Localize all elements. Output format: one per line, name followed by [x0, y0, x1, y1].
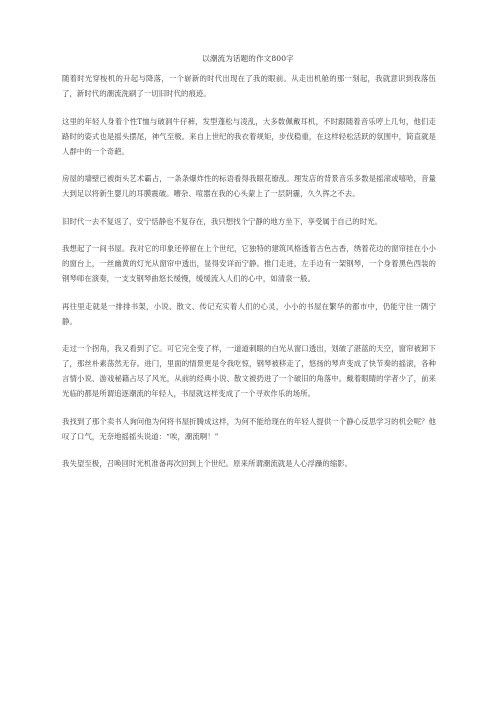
paragraph: 我想起了一间书屋。我对它的印象还停留在上个世纪，它独特的建筑风格透着古色古香，绣着花边的窗帘挂在小小的窗台上，一丝幽黄的灯光从窗帘中透出，显得安详而宁静。推门走进，左手边有一架钢琴，一个身着黑色西装的钢琴师在演奏，一支支钢琴曲悠长缓慢，缓缓流入人们的心中，如清泉一般。	[62, 244, 436, 283]
paragraph: 随着时光穿梭机的升起与降落，一个崭新的时代出现在了我的眼前。从走出机舱的那一刻起，我就意识到我落伍了，新时代的潮流洗刷了一切旧时代的痕迹。	[62, 74, 436, 98]
paragraph: 房屋的墙壁已被街头艺术霸占，一条条爆炸性的标语看得我眼花缭乱。理发店的背景音乐多数是摇滚或嘻哈，音量大到足以将新生婴儿的耳膜震破。嘈杂、喧嚣在我的心头蒙上了一层阴霾，久久挥之不去。	[62, 174, 436, 198]
document-title: 以潮流为话题的作文800字	[202, 54, 294, 63]
paragraph: 这里的年轻人身着个性T恤与破洞牛仔裤，发型蓬松与凌乱，大多数佩戴耳机，不时跟随着音乐哼上几句，他们走路时的姿式也是摇头摆尾，神气至极。来自上世纪的我衣着规矩，步伐稳重，在这样轻松活跃的氛围中，简直就是人群中的一个奇葩。	[62, 116, 436, 156]
paragraph: 我失望至极，召唤回时光机准备再次回到上个世纪。原来所谓潮流就是人心浮躁的缩影。	[62, 459, 353, 468]
paragraph: 走过一个拐角，我又看到了它。可它完全变了样，一道道刺眼的白光从窗口透出，划破了湛蓝的天空，窗帘被卸下了，那丝朴素荡然无存。进门，里面的情景更是令我吃惊，钢琴被移走了，悠扬的琴声变成了快节奏的摇滚，各种言情小说、游戏秘籍占尽了风光，从前的经典小说、散文被扔进了一个破旧的角落中。戴着眼睛的学者少了，前来光临的都是所谓追逐潮流的年轻人，书屋就这样变成了一个寻欢作乐的场所。	[62, 344, 436, 398]
document-body	[62, 71, 436, 484]
paragraph: 再往里走就是一排排书架，小说、散文、传记充实着人们的心灵，小小的书屋在繁华的都市中，仍能守住一隅宁静。	[62, 301, 436, 326]
paragraph: 旧时代一去不复返了，安宁恬静也不复存在，我只想找个宁静的地方坐下，享受属于自己的时光。	[62, 216, 382, 226]
paragraph: 我找到了那个卖书人询问他为何将书屋折腾成这样，为何不能给现在的年轻人提供一个静心反思学习的机会呢？他叹了口气，无奈地摇摇头说道：“唉，潮流啊！”	[62, 416, 436, 441]
